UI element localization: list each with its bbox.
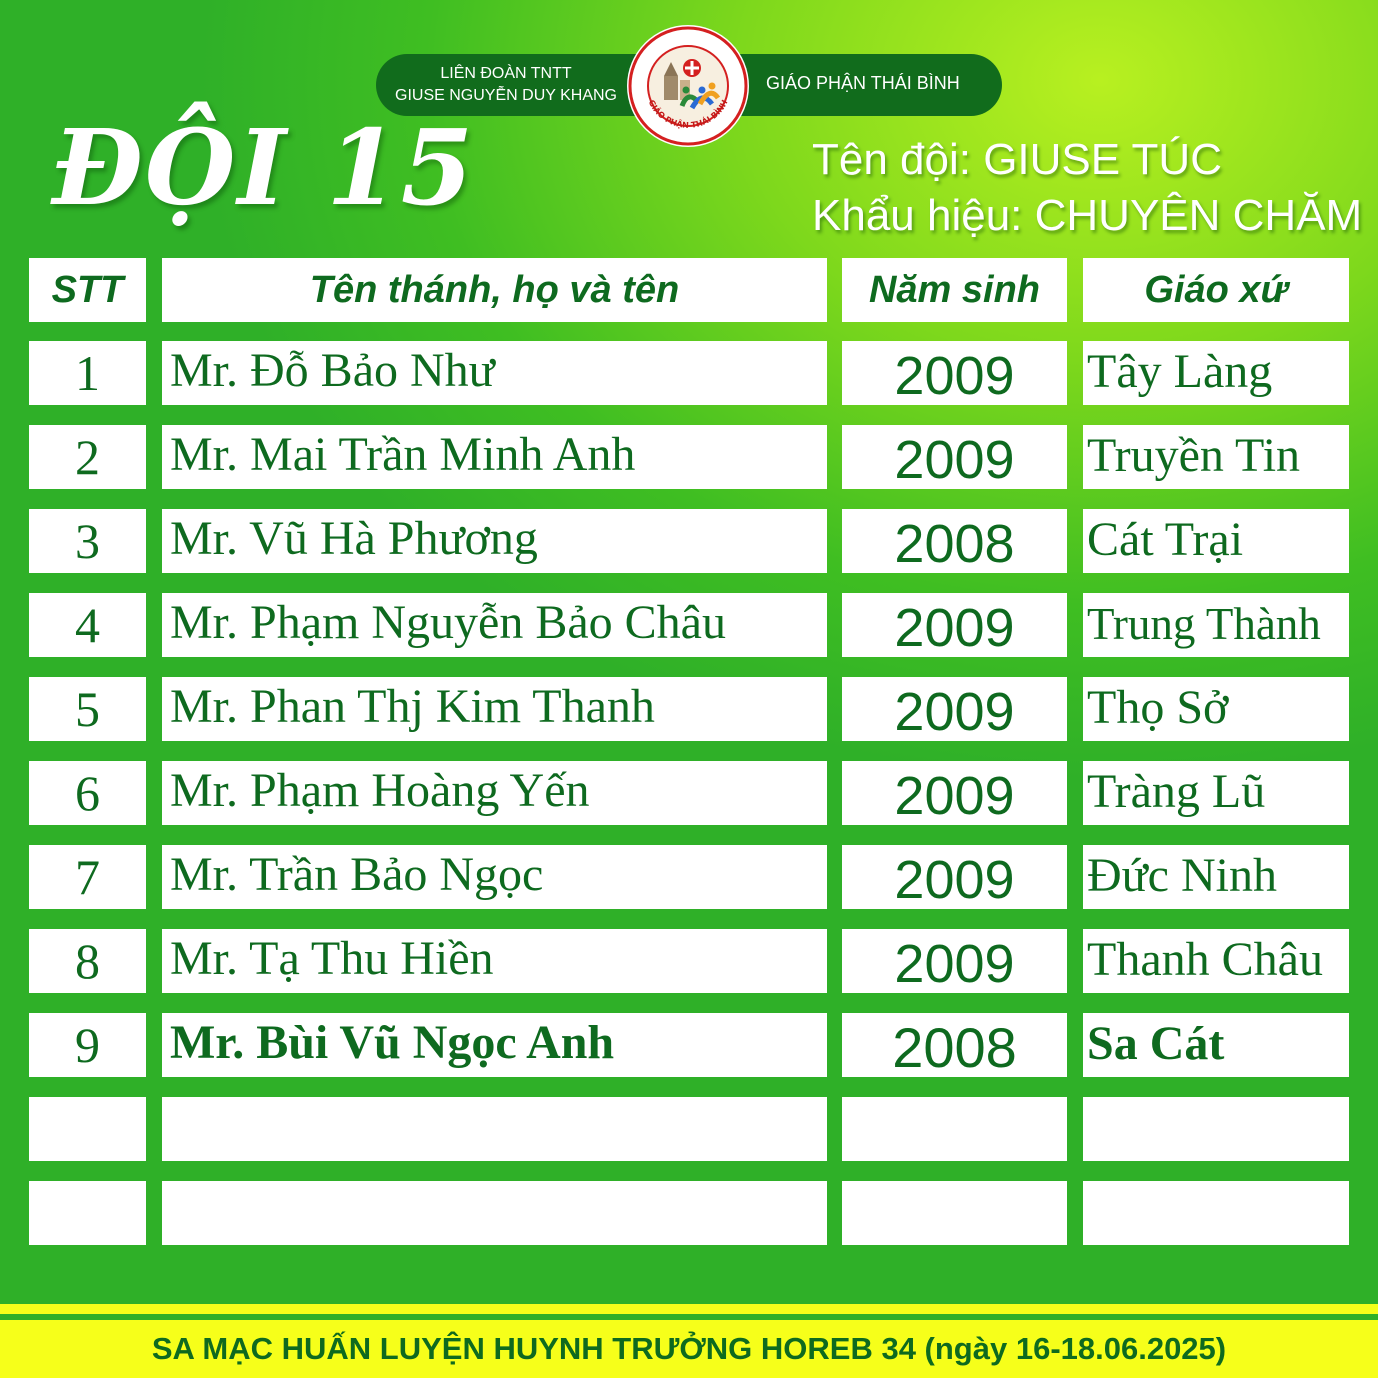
row-1-stt: 1 [29,341,146,405]
header-year: Năm sinh [842,258,1067,322]
team-info [812,132,1362,244]
row-2-stt: 2 [29,425,146,489]
row-8-parish: Thanh Châu [1083,929,1349,993]
team-number: ĐỘI 15 [52,106,476,229]
logo-arc-text: GIÁO PHẬN THÁI BÌNH [646,98,730,130]
footer-caption: SA MẠC HUẤN LUYỆN HUYNH TRƯỞNG HOREB 34 (ngày 16-18.06.2025) [0,1320,1378,1378]
row-1-year: 2009 [842,341,1067,405]
row-2-parish: Truyền Tin [1083,425,1349,489]
row-11-stt [29,1181,146,1245]
row-3-stt: 3 [29,509,146,573]
row-8-name: Mr. Tạ Thu Hiền [162,929,827,993]
row-6-year: 2009 [842,761,1067,825]
footer-divider [0,1304,1378,1314]
row-4-year: 2009 [842,593,1067,657]
row-4-name: Mr. Phạm Nguyễn Bảo Châu [162,593,827,657]
row-9-name: Mr. Bùi Vũ Ngọc Anh [162,1013,827,1077]
diocese-logo [626,24,750,148]
team-name: Tên đội: GIUSE TÚC [812,135,1222,184]
row-6-stt: 6 [29,761,146,825]
row-9-parish: Sa Cát [1083,1013,1349,1077]
row-7-stt: 7 [29,845,146,909]
row-10-stt [29,1097,146,1161]
row-3-year: 2008 [842,509,1067,573]
row-11-name [162,1181,827,1245]
row-7-name: Mr. Trần Bảo Ngọc [162,845,827,909]
row-5-parish: Thọ Sở [1083,677,1349,741]
row-1-name: Mr. Đỗ Bảo Như [162,341,827,405]
row-5-stt: 5 [29,677,146,741]
row-6-name: Mr. Phạm Hoàng Yến [162,761,827,825]
row-10-name [162,1097,827,1161]
row-4-parish: Trung Thành [1083,593,1349,657]
header-name: Tên thánh, họ và tên [162,258,827,322]
row-8-year: 2009 [842,929,1067,993]
row-5-name: Mr. Phan Thj Kim Thanh [162,677,827,741]
church-icon [664,76,678,100]
header-stt: STT [29,258,146,322]
team-motto: Khẩu hiệu: CHUYÊN CHĂM [812,191,1363,240]
row-7-year: 2009 [842,845,1067,909]
row-9-year: 2008 [842,1013,1067,1077]
row-10-year [842,1097,1067,1161]
federation-line-1: LIÊN ĐOÀN TNTT [440,65,572,82]
header-parish: Giáo xứ [1083,258,1349,322]
row-7-parish: Đức Ninh [1083,845,1349,909]
row-1-parish: Tây Làng [1083,341,1349,405]
row-8-stt: 8 [29,929,146,993]
row-11-parish [1083,1181,1349,1245]
federation-line-2: GIUSE NGUYỄN DUY KHANG [395,87,617,104]
row-4-stt: 4 [29,593,146,657]
row-2-year: 2009 [842,425,1067,489]
row-6-parish: Tràng Lũ [1083,761,1349,825]
diocese-name: GIÁO PHẬN THÁI BÌNH [766,73,960,93]
row-10-parish [1083,1097,1349,1161]
row-2-name: Mr. Mai Trần Minh Anh [162,425,827,489]
row-11-year [842,1181,1067,1245]
federation-name [390,63,622,107]
row-3-name: Mr. Vũ Hà Phương [162,509,827,573]
row-9-stt: 9 [29,1013,146,1077]
row-3-parish: Cát Trại [1083,509,1349,573]
row-5-year: 2009 [842,677,1067,741]
